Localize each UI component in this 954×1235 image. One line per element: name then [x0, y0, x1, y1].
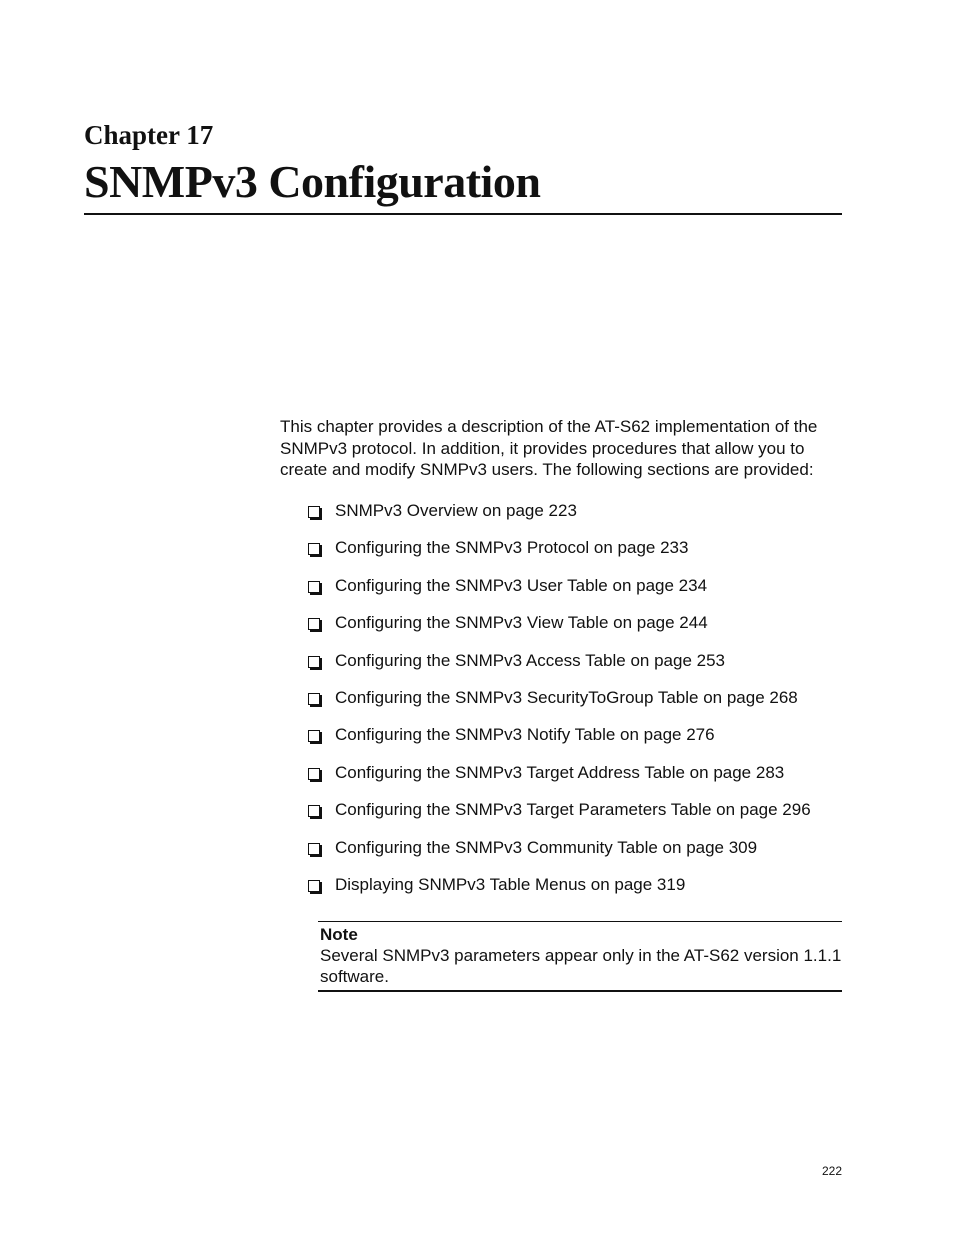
checkbox-bullet-icon	[308, 730, 320, 742]
section-link[interactable]: SNMPv3 Overview on page 223	[335, 501, 577, 520]
section-link[interactable]: Configuring the SNMPv3 View Table on page 244	[335, 613, 708, 633]
section-list	[308, 499, 811, 910]
section-link[interactable]: Configuring the SNMPv3 Target Address Table on page 283	[335, 762, 785, 782]
list-item	[308, 611, 811, 648]
section-link[interactable]: Configuring the SNMPv3 Target Parameters Table on page 296	[335, 800, 811, 820]
checkbox-bullet-icon	[308, 843, 320, 855]
list-item	[308, 798, 811, 835]
checkbox-bullet-icon	[308, 768, 320, 780]
page-number: 222	[822, 1164, 843, 1178]
checkbox-bullet-icon	[308, 618, 320, 630]
section-link[interactable]: Configuring the SNMPv3 Access Table on page 253	[335, 650, 725, 670]
checkbox-bullet-icon	[308, 543, 320, 555]
chapter-label: Chapter 17	[84, 120, 214, 150]
checkbox-bullet-icon	[308, 880, 320, 892]
checkbox-bullet-icon	[308, 656, 320, 668]
title-divider	[84, 213, 842, 215]
section-link[interactable]: Displaying SNMPv3 Table Menus on page 319	[335, 874, 686, 894]
checkbox-bullet-icon	[308, 506, 320, 518]
intro-paragraph: This chapter provides a description of the AT-S62 implementation of the SNMPv3 protocol. In addition, it provides procedures that allow you to create and modify SNMPv3 users. The following sections are provided:	[280, 417, 818, 479]
list-item	[308, 574, 811, 611]
chapter-title: SNMPv3 Configuration	[84, 156, 541, 207]
section-link[interactable]: Configuring the SNMPv3 Community Table on page 309	[335, 837, 758, 857]
checkbox-bullet-icon	[308, 805, 320, 817]
list-item	[308, 836, 811, 873]
list-item	[308, 649, 811, 686]
list-item	[308, 761, 811, 798]
section-link[interactable]: Configuring the SNMPv3 User Table on page 234	[335, 575, 708, 595]
note-box	[318, 921, 842, 992]
section-link[interactable]: Configuring the SNMPv3 Notify Table on page 276	[335, 725, 715, 745]
note-heading: Note	[320, 925, 358, 944]
section-link[interactable]: Configuring the SNMPv3 SecurityToGroup Table on page 268	[335, 687, 798, 707]
checkbox-bullet-icon	[308, 581, 320, 593]
checkbox-bullet-icon	[308, 693, 320, 705]
section-link[interactable]: Configuring the SNMPv3 Protocol on page 233	[335, 538, 689, 558]
list-item	[308, 873, 811, 910]
list-item	[308, 499, 811, 536]
list-item	[308, 536, 811, 573]
note-body: Several SNMPv3 parameters appear only in the AT-S62 version 1.1.1 software.	[320, 946, 842, 986]
list-item	[308, 686, 811, 723]
list-item	[308, 723, 811, 760]
